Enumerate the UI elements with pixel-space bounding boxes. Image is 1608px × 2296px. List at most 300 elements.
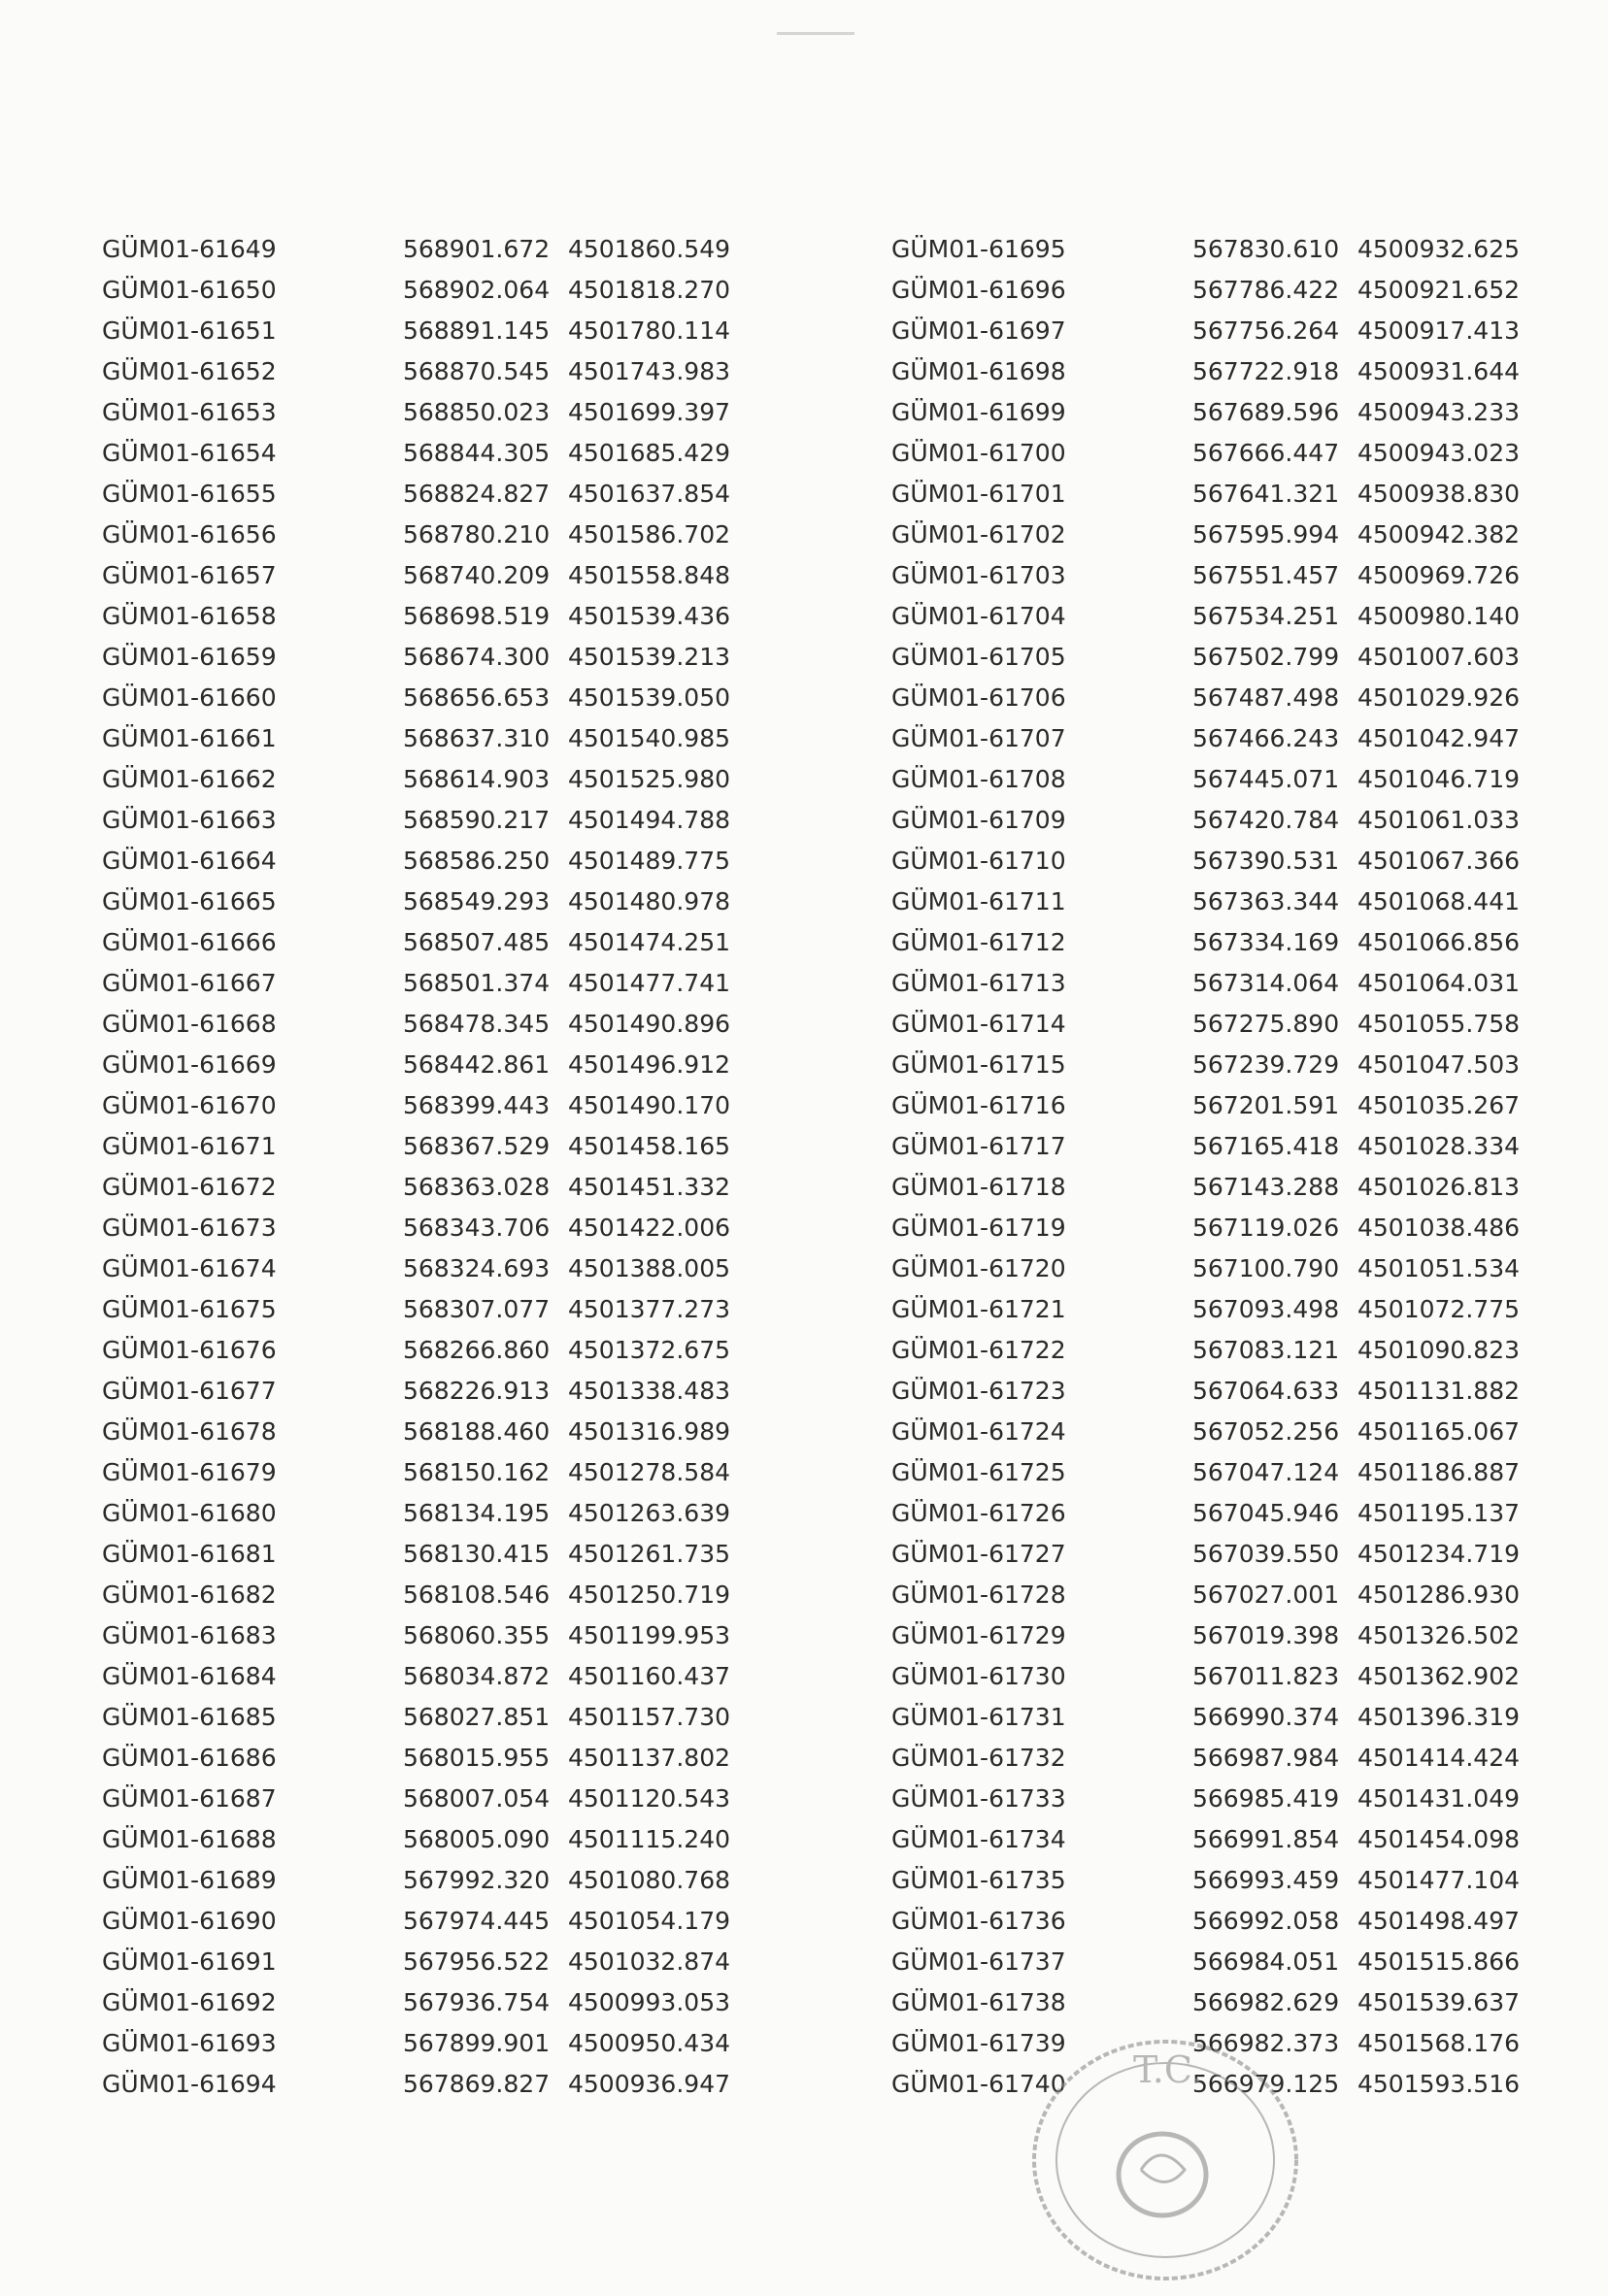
table-row	[891, 1289, 1571, 1330]
x-coordinate: 568850.023	[403, 398, 551, 426]
y-coordinate: 4501780.114	[568, 316, 731, 345]
y-coordinate: 4501234.719	[1357, 1540, 1521, 1568]
table-row	[102, 1004, 782, 1045]
table-row	[102, 637, 782, 678]
x-coordinate: 567045.946	[1192, 1499, 1340, 1527]
table-row	[102, 1289, 782, 1330]
y-coordinate: 4500917.413	[1357, 316, 1521, 345]
point-id: GÜM01-61659	[102, 643, 277, 671]
x-coordinate: 567201.591	[1192, 1091, 1340, 1119]
table-row	[102, 2064, 782, 2105]
official-seal-stamp-icon	[1015, 2014, 1306, 2296]
table-row	[891, 1534, 1571, 1575]
point-id: GÜM01-61652	[102, 357, 277, 385]
table-row	[102, 678, 782, 718]
point-id: GÜM01-61682	[102, 1581, 277, 1609]
point-id: GÜM01-61715	[891, 1050, 1066, 1079]
point-id: GÜM01-61674	[102, 1254, 277, 1282]
point-id: GÜM01-61722	[891, 1336, 1066, 1364]
x-coordinate: 567722.918	[1192, 357, 1340, 385]
table-row	[891, 1412, 1571, 1452]
table-row	[102, 718, 782, 759]
table-row	[102, 1045, 782, 1085]
y-coordinate: 4501338.483	[568, 1377, 731, 1405]
table-row	[102, 515, 782, 555]
point-id: GÜM01-61734	[891, 1825, 1066, 1853]
table-row	[891, 759, 1571, 800]
point-id: GÜM01-61740	[891, 2070, 1066, 2098]
point-id: GÜM01-61714	[891, 1010, 1066, 1038]
point-id: GÜM01-61696	[891, 276, 1066, 304]
point-id: GÜM01-61739	[891, 2029, 1066, 2057]
table-row	[102, 1534, 782, 1575]
table-row	[891, 1330, 1571, 1371]
x-coordinate: 568266.860	[403, 1336, 551, 1364]
x-coordinate: 567064.633	[1192, 1377, 1340, 1405]
y-coordinate: 4501422.006	[568, 1214, 731, 1242]
y-coordinate: 4500980.140	[1357, 602, 1521, 630]
table-row	[102, 1942, 782, 1982]
table-row	[891, 1656, 1571, 1697]
y-coordinate: 4501326.502	[1357, 1621, 1521, 1649]
table-row	[102, 1901, 782, 1942]
y-coordinate: 4501454.098	[1357, 1825, 1521, 1853]
x-coordinate: 567551.457	[1192, 561, 1340, 589]
x-coordinate: 567143.288	[1192, 1173, 1340, 1201]
table-row	[102, 1575, 782, 1615]
table-row	[891, 270, 1571, 311]
x-coordinate: 567047.124	[1192, 1458, 1340, 1486]
y-coordinate: 4501480.978	[568, 887, 731, 915]
point-id: GÜM01-61706	[891, 683, 1066, 712]
point-id: GÜM01-61676	[102, 1336, 277, 1364]
table-row	[891, 515, 1571, 555]
point-id: GÜM01-61731	[891, 1703, 1066, 1731]
point-id: GÜM01-61701	[891, 480, 1066, 508]
point-id: GÜM01-61689	[102, 1866, 277, 1894]
x-coordinate: 568108.546	[403, 1581, 551, 1609]
y-coordinate: 4501316.989	[568, 1417, 731, 1446]
point-id: GÜM01-61727	[891, 1540, 1066, 1568]
x-coordinate: 568130.415	[403, 1540, 551, 1568]
point-id: GÜM01-61713	[891, 969, 1066, 997]
point-id: GÜM01-61665	[102, 887, 277, 915]
x-coordinate: 567027.001	[1192, 1581, 1340, 1609]
x-coordinate: 568399.443	[403, 1091, 551, 1119]
x-coordinate: 566987.984	[1192, 1744, 1340, 1772]
point-id: GÜM01-61650	[102, 276, 277, 304]
point-id: GÜM01-61698	[891, 357, 1066, 385]
coordinate-table-right	[891, 229, 1571, 2105]
point-id: GÜM01-61677	[102, 1377, 277, 1405]
table-row	[102, 963, 782, 1004]
scan-mark	[777, 32, 854, 35]
y-coordinate: 4501038.486	[1357, 1214, 1521, 1242]
table-row	[891, 1248, 1571, 1289]
point-id: GÜM01-61663	[102, 806, 277, 834]
table-row	[102, 1248, 782, 1289]
y-coordinate: 4501743.983	[568, 357, 731, 385]
point-id: GÜM01-61700	[891, 439, 1066, 467]
x-coordinate: 567093.498	[1192, 1295, 1340, 1323]
table-row	[891, 351, 1571, 392]
table-row	[891, 1819, 1571, 1860]
x-coordinate: 568027.851	[403, 1703, 551, 1731]
y-coordinate: 4501080.768	[568, 1866, 731, 1894]
y-coordinate: 4501137.802	[568, 1744, 731, 1772]
table-row	[891, 1860, 1571, 1901]
x-coordinate: 568060.355	[403, 1621, 551, 1649]
point-id: GÜM01-61703	[891, 561, 1066, 589]
table-row	[891, 474, 1571, 515]
y-coordinate: 4501199.953	[568, 1621, 731, 1649]
y-coordinate: 4501568.176	[1357, 2029, 1521, 2057]
x-coordinate: 567239.729	[1192, 1050, 1340, 1079]
y-coordinate: 4500931.644	[1357, 357, 1521, 385]
x-coordinate: 567869.827	[403, 2070, 551, 2098]
point-id: GÜM01-61710	[891, 847, 1066, 875]
table-row	[102, 270, 782, 311]
point-id: GÜM01-61666	[102, 928, 277, 956]
x-coordinate: 568363.028	[403, 1173, 551, 1201]
point-id: GÜM01-61690	[102, 1907, 277, 1935]
point-id: GÜM01-61735	[891, 1866, 1066, 1894]
x-coordinate: 568478.345	[403, 1010, 551, 1038]
point-id: GÜM01-61678	[102, 1417, 277, 1446]
table-row	[891, 229, 1571, 270]
x-coordinate: 568324.693	[403, 1254, 551, 1282]
table-row	[102, 311, 782, 351]
y-coordinate: 4501699.397	[568, 398, 731, 426]
point-id: GÜM01-61716	[891, 1091, 1066, 1119]
table-row	[102, 1697, 782, 1738]
point-id: GÜM01-61685	[102, 1703, 277, 1731]
y-coordinate: 4501028.334	[1357, 1132, 1521, 1160]
table-row	[891, 596, 1571, 637]
table-row	[102, 1452, 782, 1493]
point-id: GÜM01-61679	[102, 1458, 277, 1486]
point-id: GÜM01-61732	[891, 1744, 1066, 1772]
x-coordinate: 568226.913	[403, 1377, 551, 1405]
x-coordinate: 568007.054	[403, 1784, 551, 1813]
y-coordinate: 4501055.758	[1357, 1010, 1521, 1038]
table-row	[891, 555, 1571, 596]
x-coordinate: 568501.374	[403, 969, 551, 997]
table-row	[102, 433, 782, 474]
x-coordinate: 566985.419	[1192, 1784, 1340, 1813]
x-coordinate: 568590.217	[403, 806, 551, 834]
point-id: GÜM01-61711	[891, 887, 1066, 915]
y-coordinate: 4501477.104	[1357, 1866, 1521, 1894]
point-id: GÜM01-61658	[102, 602, 277, 630]
y-coordinate: 4500942.382	[1357, 520, 1521, 549]
y-coordinate: 4501372.675	[568, 1336, 731, 1364]
x-coordinate: 567992.320	[403, 1866, 551, 1894]
table-row	[102, 2023, 782, 2064]
x-coordinate: 568901.672	[403, 235, 551, 263]
table-row	[102, 229, 782, 270]
point-id: GÜM01-61657	[102, 561, 277, 589]
table-row	[102, 474, 782, 515]
x-coordinate: 568637.310	[403, 724, 551, 752]
x-coordinate: 567534.251	[1192, 602, 1340, 630]
point-id: GÜM01-61723	[891, 1377, 1066, 1405]
point-id: GÜM01-61673	[102, 1214, 277, 1242]
x-coordinate: 567420.784	[1192, 806, 1340, 834]
table-row	[891, 1942, 1571, 1982]
y-coordinate: 4501068.441	[1357, 887, 1521, 915]
table-row	[102, 759, 782, 800]
x-coordinate: 568442.861	[403, 1050, 551, 1079]
x-coordinate: 567466.243	[1192, 724, 1340, 752]
x-coordinate: 567083.121	[1192, 1336, 1340, 1364]
y-coordinate: 4501286.930	[1357, 1581, 1521, 1609]
y-coordinate: 4501474.251	[568, 928, 731, 956]
point-id: GÜM01-61712	[891, 928, 1066, 956]
y-coordinate: 4501250.719	[568, 1581, 731, 1609]
y-coordinate: 4501396.319	[1357, 1703, 1521, 1731]
y-coordinate: 4501047.503	[1357, 1050, 1521, 1079]
point-id: GÜM01-61695	[891, 235, 1066, 263]
y-coordinate: 4501120.543	[568, 1784, 731, 1813]
y-coordinate: 4501362.902	[1357, 1662, 1521, 1690]
x-coordinate: 568824.827	[403, 480, 551, 508]
x-coordinate: 567756.264	[1192, 316, 1340, 345]
x-coordinate: 567275.890	[1192, 1010, 1340, 1038]
table-row	[891, 1371, 1571, 1412]
y-coordinate: 4501278.584	[568, 1458, 731, 1486]
x-coordinate: 566979.125	[1192, 2070, 1340, 2098]
point-id: GÜM01-61717	[891, 1132, 1066, 1160]
table-row	[102, 1656, 782, 1697]
x-coordinate: 567956.522	[403, 1947, 551, 1976]
x-coordinate: 566982.373	[1192, 2029, 1340, 2057]
point-id: GÜM01-61736	[891, 1907, 1066, 1935]
table-row	[102, 922, 782, 963]
point-id: GÜM01-61660	[102, 683, 277, 712]
y-coordinate: 4501558.848	[568, 561, 731, 589]
y-coordinate: 4501131.882	[1357, 1377, 1521, 1405]
point-id: GÜM01-61662	[102, 765, 277, 793]
x-coordinate: 568343.706	[403, 1214, 551, 1242]
point-id: GÜM01-61656	[102, 520, 277, 549]
table-row	[891, 1779, 1571, 1819]
point-id: GÜM01-61733	[891, 1784, 1066, 1813]
y-coordinate: 4500932.625	[1357, 235, 1521, 263]
y-coordinate: 4501377.273	[568, 1295, 731, 1323]
x-coordinate: 568307.077	[403, 1295, 551, 1323]
table-row	[891, 1901, 1571, 1942]
table-row	[102, 1371, 782, 1412]
x-coordinate: 567502.799	[1192, 643, 1340, 671]
table-row	[102, 392, 782, 433]
y-coordinate: 4501090.823	[1357, 1336, 1521, 1364]
y-coordinate: 4501054.179	[568, 1907, 731, 1935]
y-coordinate: 4501035.267	[1357, 1091, 1521, 1119]
table-row	[102, 1819, 782, 1860]
point-id: GÜM01-61726	[891, 1499, 1066, 1527]
x-coordinate: 567100.790	[1192, 1254, 1340, 1282]
y-coordinate: 4500993.053	[568, 1988, 731, 2016]
x-coordinate: 567390.531	[1192, 847, 1340, 875]
table-row	[891, 1575, 1571, 1615]
y-coordinate: 4501451.332	[568, 1173, 731, 1201]
x-coordinate: 567119.026	[1192, 1214, 1340, 1242]
x-coordinate: 568367.529	[403, 1132, 551, 1160]
table-row	[891, 1697, 1571, 1738]
point-id: GÜM01-61728	[891, 1581, 1066, 1609]
table-row	[891, 1615, 1571, 1656]
x-coordinate: 567487.498	[1192, 683, 1340, 712]
y-coordinate: 4501029.926	[1357, 683, 1521, 712]
point-id: GÜM01-61693	[102, 2029, 277, 2057]
x-coordinate: 567786.422	[1192, 276, 1340, 304]
y-coordinate: 4501064.031	[1357, 969, 1521, 997]
y-coordinate: 4501157.730	[568, 1703, 731, 1731]
x-coordinate: 567974.445	[403, 1907, 551, 1935]
point-id: GÜM01-61724	[891, 1417, 1066, 1446]
x-coordinate: 567334.169	[1192, 928, 1340, 956]
x-coordinate: 567689.596	[1192, 398, 1340, 426]
table-row	[102, 1167, 782, 1208]
point-id: GÜM01-61694	[102, 2070, 277, 2098]
table-row	[891, 841, 1571, 882]
point-id: GÜM01-61697	[891, 316, 1066, 345]
table-row	[891, 882, 1571, 922]
point-id: GÜM01-61670	[102, 1091, 277, 1119]
table-row	[891, 1004, 1571, 1045]
point-id: GÜM01-61654	[102, 439, 277, 467]
table-row	[891, 1738, 1571, 1779]
table-row	[102, 351, 782, 392]
point-id: GÜM01-61692	[102, 1988, 277, 2016]
x-coordinate: 567052.256	[1192, 1417, 1340, 1446]
point-id: GÜM01-61683	[102, 1621, 277, 1649]
y-coordinate: 4500950.434	[568, 2029, 731, 2057]
point-id: GÜM01-61675	[102, 1295, 277, 1323]
x-coordinate: 568902.064	[403, 276, 551, 304]
point-id: GÜM01-61729	[891, 1621, 1066, 1649]
point-id: GÜM01-61691	[102, 1947, 277, 1976]
y-coordinate: 4501186.887	[1357, 1458, 1521, 1486]
y-coordinate: 4501496.912	[568, 1050, 731, 1079]
x-coordinate: 566993.459	[1192, 1866, 1340, 1894]
y-coordinate: 4501490.896	[568, 1010, 731, 1038]
table-row	[102, 1615, 782, 1656]
x-coordinate: 568780.210	[403, 520, 551, 549]
y-coordinate: 4501494.788	[568, 806, 731, 834]
point-id: GÜM01-61730	[891, 1662, 1066, 1690]
point-id: GÜM01-61718	[891, 1173, 1066, 1201]
y-coordinate: 4501067.366	[1357, 847, 1521, 875]
point-id: GÜM01-61672	[102, 1173, 277, 1201]
x-coordinate: 568698.519	[403, 602, 551, 630]
table-row	[891, 1085, 1571, 1126]
x-coordinate: 567936.754	[403, 1988, 551, 2016]
y-coordinate: 4501539.050	[568, 683, 731, 712]
x-coordinate: 567899.901	[403, 2029, 551, 2057]
x-coordinate: 566992.058	[1192, 1907, 1340, 1935]
x-coordinate: 568549.293	[403, 887, 551, 915]
point-id: GÜM01-61705	[891, 643, 1066, 671]
x-coordinate: 567039.550	[1192, 1540, 1340, 1568]
point-id: GÜM01-61721	[891, 1295, 1066, 1323]
table-row	[102, 555, 782, 596]
point-id: GÜM01-61709	[891, 806, 1066, 834]
y-coordinate: 4501165.067	[1357, 1417, 1521, 1446]
x-coordinate: 566990.374	[1192, 1703, 1340, 1731]
stamp-text: T.C.	[1133, 2048, 1203, 2091]
x-coordinate: 568134.195	[403, 1499, 551, 1527]
table-row	[891, 922, 1571, 963]
x-coordinate: 568507.485	[403, 928, 551, 956]
table-row	[891, 1167, 1571, 1208]
point-id: GÜM01-61687	[102, 1784, 277, 1813]
point-id: GÜM01-61655	[102, 480, 277, 508]
point-id: GÜM01-61669	[102, 1050, 277, 1079]
y-coordinate: 4501414.424	[1357, 1744, 1521, 1772]
y-coordinate: 4501261.735	[568, 1540, 731, 1568]
point-id: GÜM01-61688	[102, 1825, 277, 1853]
table-row	[891, 1208, 1571, 1248]
point-id: GÜM01-61737	[891, 1947, 1066, 1976]
table-row	[102, 1126, 782, 1167]
point-id: GÜM01-61664	[102, 847, 277, 875]
y-coordinate: 4501525.980	[568, 765, 731, 793]
y-coordinate: 4500943.233	[1357, 398, 1521, 426]
y-coordinate: 4501539.436	[568, 602, 731, 630]
point-id: GÜM01-61661	[102, 724, 277, 752]
x-coordinate: 568891.145	[403, 316, 551, 345]
y-coordinate: 4500969.726	[1357, 561, 1521, 589]
table-row	[102, 1860, 782, 1901]
y-coordinate: 4501115.240	[568, 1825, 731, 1853]
y-coordinate: 4501431.049	[1357, 1784, 1521, 1813]
y-coordinate: 4500938.830	[1357, 480, 1521, 508]
point-id: GÜM01-61681	[102, 1540, 277, 1568]
x-coordinate: 567595.994	[1192, 520, 1340, 549]
x-coordinate: 568015.955	[403, 1744, 551, 1772]
point-id: GÜM01-61702	[891, 520, 1066, 549]
table-row	[102, 1208, 782, 1248]
y-coordinate: 4501026.813	[1357, 1173, 1521, 1201]
table-row	[102, 800, 782, 841]
table-row	[102, 1493, 782, 1534]
table-row	[102, 1982, 782, 2023]
x-coordinate: 567011.823	[1192, 1662, 1340, 1690]
point-id: GÜM01-61651	[102, 316, 277, 345]
table-row	[891, 1126, 1571, 1167]
table-row	[891, 963, 1571, 1004]
point-id: GÜM01-61707	[891, 724, 1066, 752]
y-coordinate: 4501540.985	[568, 724, 731, 752]
point-id: GÜM01-61680	[102, 1499, 277, 1527]
y-coordinate: 4501477.741	[568, 969, 731, 997]
table-row	[891, 392, 1571, 433]
y-coordinate: 4501046.719	[1357, 765, 1521, 793]
point-id: GÜM01-61725	[891, 1458, 1066, 1486]
y-coordinate: 4501637.854	[568, 480, 731, 508]
table-row	[891, 637, 1571, 678]
y-coordinate: 4500943.023	[1357, 439, 1521, 467]
y-coordinate: 4501593.516	[1357, 2070, 1521, 2098]
y-coordinate: 4501458.165	[568, 1132, 731, 1160]
y-coordinate: 4501195.137	[1357, 1499, 1521, 1527]
y-coordinate: 4501685.429	[568, 439, 731, 467]
table-row	[102, 1330, 782, 1371]
table-row	[891, 718, 1571, 759]
y-coordinate: 4501489.775	[568, 847, 731, 875]
